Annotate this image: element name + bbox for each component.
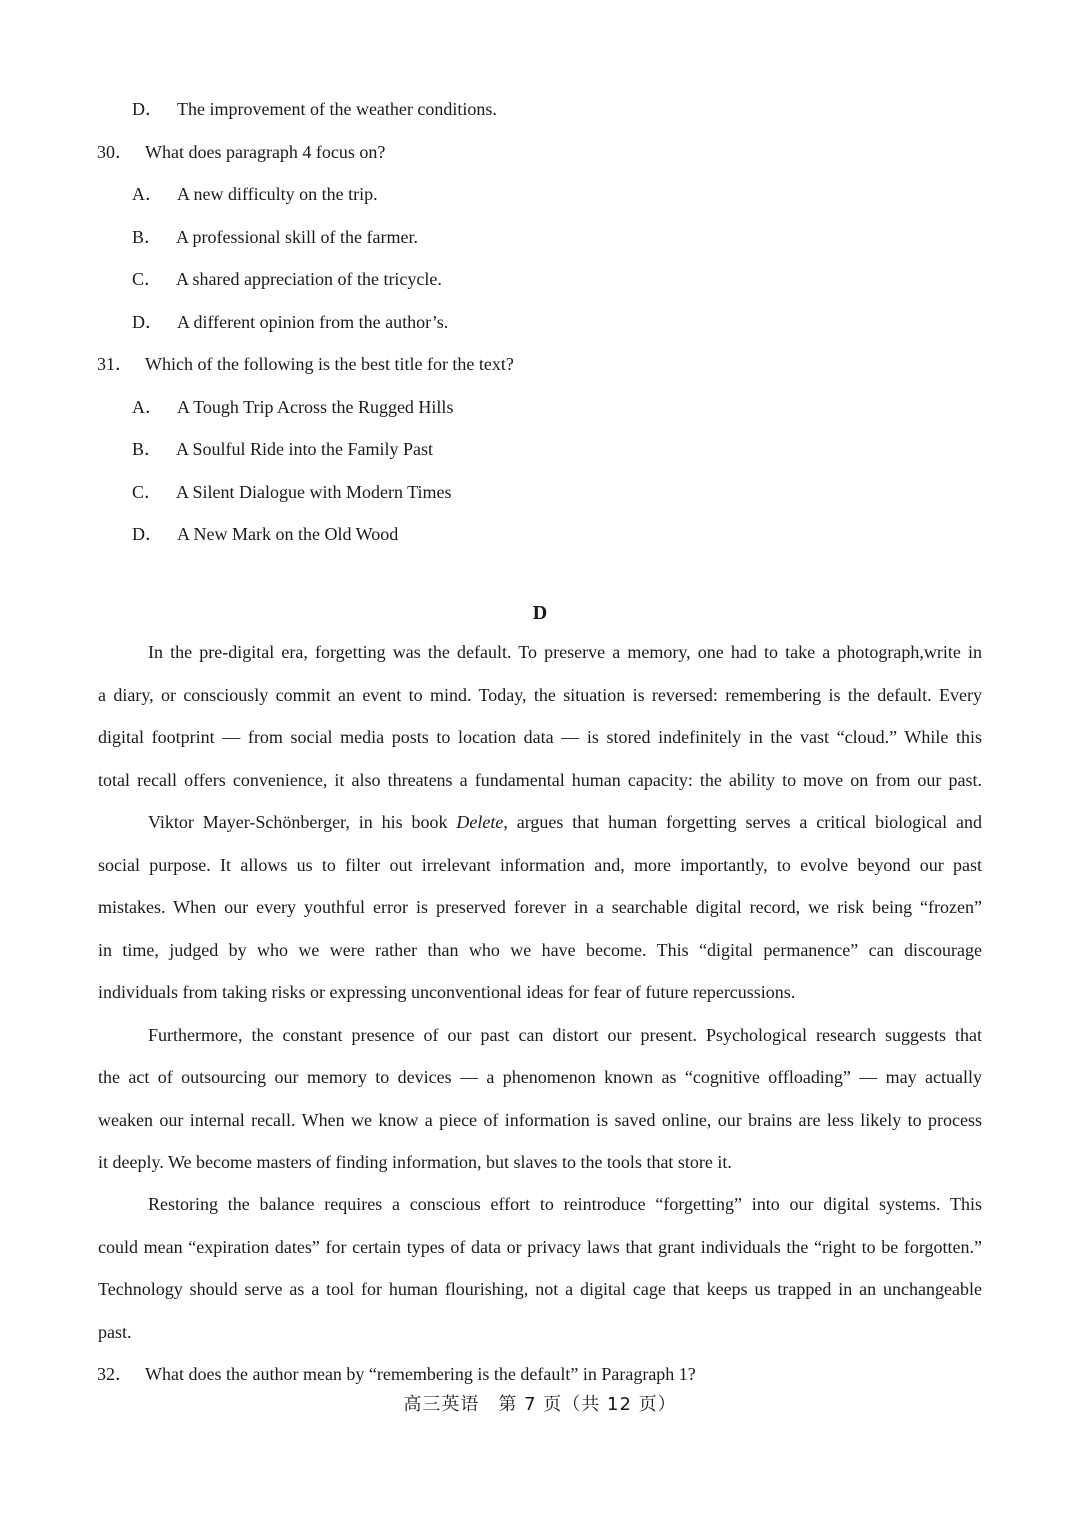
option-text: The improvement of the weather conditions. [177,99,497,119]
option-text: A Silent Dialogue with Modern Times [176,482,452,502]
option-letter: B． [132,227,163,247]
option-letter: D． [132,312,163,332]
option-text: A new difficulty on the trip. [177,184,378,204]
page-footer: 高三英语 第 7 页（共 12 页） [403,1394,677,1415]
q31-option-b [132,438,433,460]
passage-p2-line: individuals from taking risks or expressing unconventional ideas for fear of future repercussions. [98,982,796,1002]
passage-p4-line: Restoring the balance requires a conscious effort to reintroduce “forgetting” into our digital systems. This [148,1194,982,1214]
option-letter: D． [132,524,163,544]
option-text: A different opinion from the author’s. [177,312,449,332]
passage-p1-line: digital footprint — from social media posts to location data — is stored indefinitely in the vast “cloud.” While this [98,727,982,747]
passage-p4-line: past. [98,1322,132,1342]
option-letter: B． [132,439,163,459]
option-letter: A． [132,397,163,417]
passage-p4-line: Technology should serve as a tool for human flourishing, not a digital cage that keeps us trapped in an unchangeable [98,1279,982,1299]
option-letter: D． [132,99,163,119]
option-letter: A． [132,184,163,204]
section-title: D [532,602,548,624]
q30-option-c [132,268,442,290]
q30-option-b [132,226,418,248]
option-text: A Soulful Ride into the Family Past [176,439,434,459]
option-letter: C． [132,482,163,502]
passage-p3-line: it deeply. We become masters of finding information, but slaves to the tools that store it. [98,1152,732,1172]
passage-p3-line: Furthermore, the constant presence of our past can distort our present. Psychological research suggests that [148,1025,982,1045]
option-text: A shared appreciation of the tricycle. [176,269,442,289]
question-number: 31． [97,354,133,374]
question-number: 32． [97,1364,133,1384]
passage-p1-line: a diary, or consciously commit an event to mind. Today, the situation is reversed: remembering is the default. Every [98,685,982,705]
question-stem: What does paragraph 4 focus on? [145,142,386,162]
question-30 [97,141,385,163]
question-31 [97,353,514,375]
passage-p1-line: In the pre-digital era, forgetting was the default. To preserve a memory, one had to take a photograph,write in [148,642,982,662]
text-run: , argues that human forgetting serves a critical biological and [503,812,982,832]
q30-option-a [132,183,378,205]
question-number: 30． [97,142,133,162]
option-text: A professional skill of the farmer. [176,227,418,247]
passage-p1-line: total recall offers convenience, it also threatens a fundamental human capacity: the ability to move on from our past. [98,770,982,790]
question-stem: Which of the following is the best title for the text? [145,354,514,374]
q30-option-d [132,311,448,333]
q31-option-a [132,396,453,418]
passage-p2-line: social purpose. It allows us to filter out irrelevant information and, more importantly, to evolve beyond our past [98,855,982,875]
q31-option-c [132,481,452,503]
question-32 [97,1363,696,1385]
passage-p4-line: could mean “expiration dates” for certain types of data or privacy laws that grant individuals the “right to be forgotten.” [98,1237,982,1257]
passage-p2-line: mistakes. When our every youthful error is preserved forever in a searchable digital record, we risk being “frozen” [98,897,982,917]
passage-p3-line: the act of outsourcing our memory to devices — a phenomenon known as “cognitive offloading” — may actually [98,1067,982,1087]
q31-option-d [132,523,398,545]
option-letter: C． [132,269,163,289]
book-title: Delete [456,812,504,832]
text-run: Viktor Mayer-Schönberger, in his book [148,812,457,832]
q29-option-d [132,98,497,120]
option-text: A New Mark on the Old Wood [177,524,399,544]
passage-p2-line [148,811,982,833]
option-text: A Tough Trip Across the Rugged Hills [177,397,454,417]
passage-p2-line: in time, judged by who we were rather than who we have become. This “digital permanence” can discourage [98,940,982,960]
passage-p3-line: weaken our internal recall. When we know a piece of information is saved online, our brains are less likely to process [98,1110,982,1130]
question-stem: What does the author mean by “remembering is the default” in Paragraph 1? [145,1364,696,1384]
